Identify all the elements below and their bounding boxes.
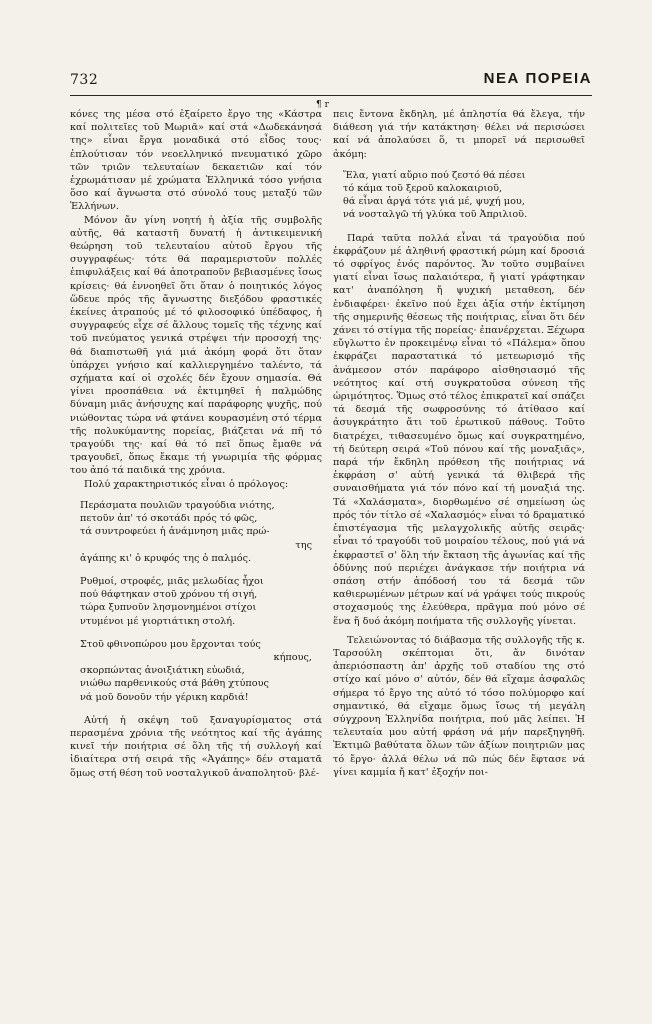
stanza	[80, 638, 322, 704]
paragraph: Μόνον ἄν γίνη νοητή ἡ ἀξία τῆς συμβολῆς αὐτῆς, θά καταστῆ δυνατή ἡ ἀντικειμενική θεώρηση τοῦ τελευταίου αὐτοῦ ἔργου τῆς συγγραφέως· τότε θά παραμεριστοῦν πολλές ἐπιφυλάξεις καί θά ἀποτραποῦν βεβιασμένες ἴσως κρίσεις· θά ἐννοηθεῖ ὅτι ὅταν ὁ ποιητικός λόγος ὥδευε πρός τῆς ἄγνωστης διεξόδου φραστικές ἐκείνες ἀτραπούς μέ τό φιλοσοφικό ὑπέδαφος, ἡ συγγραφεύς εἶχε σέ ἄλλους τομεῖς τῆς τέχνης καί τοῦ πνεύματος γενικά στρέψει τήν προσοχή της· θά διαπιστωθῆ γιά μιά ἀκόμη φορά ὅτι ὅταν ὑπάρχει γνήσιο καί καλλιεργημένο ταλέντο, τά σχήματα καί οἱ σχολές δέν ἔχουν σημασία. Θά γίνει προσπάθεια νά ἐκτιμηθεῖ ἡ παλμώδης δύναμη μιᾶς ἀνήσυχης καί παράφορης ψυχῆς, πού νιώθοντας τώρα νά φτάνει κουρασμένη στό τέρμα τῆς πολυκύμαντης πορείας, βιάζεται νά πῆ τό τραγούδι της· καί θά τό πεῖ ὅπως ἔμαθε νά τραγουδεῖ, ὅπως ἔκαμε τή γνωριμία τῆς φόρμας του ἀπό τά παιδικά της χρόνια.	[70, 214, 322, 477]
verse-line: σκορπώντας ἀνοιξιάτικη εὐωδιά,	[80, 665, 245, 677]
verse-line: κήπους,	[273, 651, 312, 663]
verse-line: Ἔλα, γιατί αὔριο πού ζεστό θά πέσει	[343, 169, 526, 181]
verse-line: νιώθω παρθενικούς στά βάθη χτύπους	[80, 678, 269, 690]
verse-line: ντυμένοι μέ γιορτιάτικη στολή.	[80, 615, 236, 627]
paragraph: Τελειώνοντας τό διάβασμα τῆς συλλογῆς τῆς κ. Ταρσούλη σκέπτομαι ὅτι, ἄν δινόταν ἀπεριόσπαστη ἀπ' ἀρχῆς τοῦ σταδίου της στό στίχο καί μόνο σ' αὐτόν, δέν θά εἴχαμε ἀσφαλῶς σήμερα τό ἔργο της αὐτό τό τόσο πολύμορφο καί σημαντικό, θά εἴχαμε ὅμως ἴσως τή μεγάλη σύγχρονη Ἑλληνίδα ποιήτρια, πού μᾶς λείπει. Ἡ τελευταία μου αὐτή φράση νά μήν παρεξηγηθῆ. Ἐκτιμῶ βαθύτατα ὅλων τῶν ἀξίων ποιητριῶν μας τό ἔργο· ἀλλά θέλω νά πῶ πώς δέν ἔφτασε νά γίνει καμμία ἤ κατ' ἐξοχήν ποι-	[333, 634, 585, 778]
journal-title: ΝΕΑ ΠΟΡΕΙΑ	[483, 70, 592, 87]
stanza	[343, 169, 585, 222]
verse-line: Περάσματα πουλιῶν τραγούδια νιότης,	[80, 499, 275, 511]
paragraph: κόνες της μέσα στό ἐξαίρετο ἔργο της «Κάστρα καί πολιτεῖες τοῦ Μωριᾶ» καί στά «Δωδεκάνησά της» εἶναι ἔργα μοναδικά στό εἶδος τους· ἐπλούτισαν τόν νεοελληνικό πνευματικό χῶρο τῶν τριῶν τελευταίων δεκαετιῶν καί τόν ἐχρωμάτισαν μέ χρώματα Ἑλληνικά τόσο γνήσια ὅσο καί ἄγνωστα στό σύνολό τους μεταξύ τῶν Ἑλλήνων.	[70, 109, 322, 213]
verse-line: θά εἶναι ἀργά τότε γιά μέ, ψυχή μου,	[343, 196, 525, 208]
verse-line: ἀγάπης κι' ὁ κρυφός της ὁ παλμός.	[80, 552, 252, 564]
stanza	[80, 499, 322, 565]
poem-excerpt	[80, 499, 322, 704]
paragraph: Παρά ταῦτα πολλά εἶναι τά τραγούδια πού ἐκφράζουν μέ ἀληθινή φραστική ρώμη καί δροσιά τό σφρίγος ἑνός παρόντος. Ἄν τοῦτο συμβαίνει γιατί εἶναι ἴσως παλαιότερα, ἤ γιατί γράφτηκαν κατ' ἀναπόληση ἤ ψυχική μεταθεση, δέν ἐνδιαφέρει· ἐκεῖνο πού ἔχει ἀξία στήν ἐκτίμηση τῆς σημερινῆς θέσεως τῆς ποιήτριας, εἶναι ὅτι δέν χάνει τό στίγμα τῆς πορείας· ἐπανέρχεται. Ξέχωρα εὔγλωττο ἐν προκειμένῳ εἶναι τό «Πάλεμα» ὅπου ἐκφράζει παραστατικά τό μετεωρισμό τῆς ἀνάμεσον στόν παράφορο αἰσθησιασμό τῆς νεότητος καί στή συγκρατοῦσα σύνεση τῆς ὡριμότητος. Ὅμως στό τέλος ἐπικρατεῖ καί σπάζει τά δεσμά τῆς σωφροσύνης τό ἀτίθασο καί ἀσυγκράτητο ἄτι τοῦ ἐρωτικοῦ πάθους. Τοῦτο διατρέχει, τιθασευμένο ὅμως καί συγκρατημένο, τή δεύτερη σειρά «Τοῦ πόνου καί τῆς μοναξιᾶς», παρά τήν ἔκδηλη πρόθεση τῆς ποιήτριας νά ἐκφράση σ' αὐτή γενικά τά θλιβερά τῆς συναισθήματα γιά τόν πόνο καί τή μοναξιά της. Τά «Χαλάσματα», διορθωμένο σέ σημείωση ὡς πρός τόν τίτλο σέ «Χαλασμός» εἶναι τό δραματικό ἐπιστέγασμα τῆς μελαγχολικῆς αὐτῆς σειρᾶς· εἶναι τό τραγούδι τοῦ μοιραίου τέλους, πού γιά νά ἐκφραστεῖ σ' ὅλη τήν ἔκταση τῆς ἀγωνίας καί τῆς ὀδύνης πού περιέχει ἀνάγκασε τήν ποιήτρια νά σπάση στήν ἀπόδοσή του τά δεσμά τῶν καθιερωμένων μέτρων καί νά γράψει τούς πικρούς στοχασμούς της ἐλεύθερα, πρᾶγμα πού μόνο σέ ἕνα ἤ δυό ἀκόμη ποιήματα τῆς συλλογῆς γίνεται.	[333, 232, 585, 627]
verse-line: πού θάφτηκαν στοῦ χρόνου τή σιγή,	[80, 589, 258, 601]
verse-line: πετοῦν ἀπ' τό σκοτάδι πρός τό φῶς,	[80, 513, 258, 525]
right-column	[333, 108, 585, 779]
margin-mark: ¶ r	[316, 100, 329, 110]
paragraph: Πολύ χαρακτηριστικός εἶναι ὁ πρόλογος:	[84, 478, 289, 490]
verse-line: Ρυθμοί, στροφές, μιᾶς μελωδίας ἦχοι	[80, 575, 264, 587]
verse-line: τά συντροφεύει ἡ ἀνάμνηση μιᾶς πρώ-	[80, 526, 270, 538]
paragraph: Αὐτή ἡ σκέψη τοῦ ξαναγυρίσματος στά περασμένα χρόνια τῆς νεότητος καί τῆς ἀγάπης κινεῖ τήν ποιήτρια σέ ὅλη τῆς τή συλλογή καί ἰδιαίτερα στή σειρά τῆς «Ἀγάπης» δέν σταματᾶ ὅμως στή θέση τοῦ νοσταλγικοῦ ἀναπολητοῦ· βλέ-	[70, 714, 322, 779]
paragraph: πεις ἔντονα ἔκδηλη, μέ ἀπληστία θά ἔλεγα, τήν διάθεση γιά τήν κατάκτηση· θέλει νά περισώσει καί νά ἀπολαύσει ὅ, τι μπορεῖ νά περισωθεῖ ἀκόμη:	[333, 109, 585, 160]
verse-line: νά μοῦ δονοῦν τήν γέρικη καρδιά!	[80, 691, 249, 703]
page-number: 732	[70, 72, 99, 88]
verse-line: Στοῦ φθινοπώρου μου ἔρχονται τούς	[80, 638, 261, 650]
poem-excerpt	[343, 169, 585, 222]
verse-line: τώρα ξυπνοῦν λησμονημένοι στίχοι	[80, 602, 257, 614]
header-rule	[70, 95, 592, 96]
stanza	[80, 575, 322, 628]
verse-line: της	[295, 539, 312, 551]
left-column	[70, 108, 322, 780]
verse-line: νά νοσταλγῶ τή γλύκα τοῦ Ἀπριλιοῦ.	[343, 209, 528, 221]
verse-line: τό κάμα τοῦ ξεροῦ καλοκαιριοῦ,	[343, 183, 503, 195]
